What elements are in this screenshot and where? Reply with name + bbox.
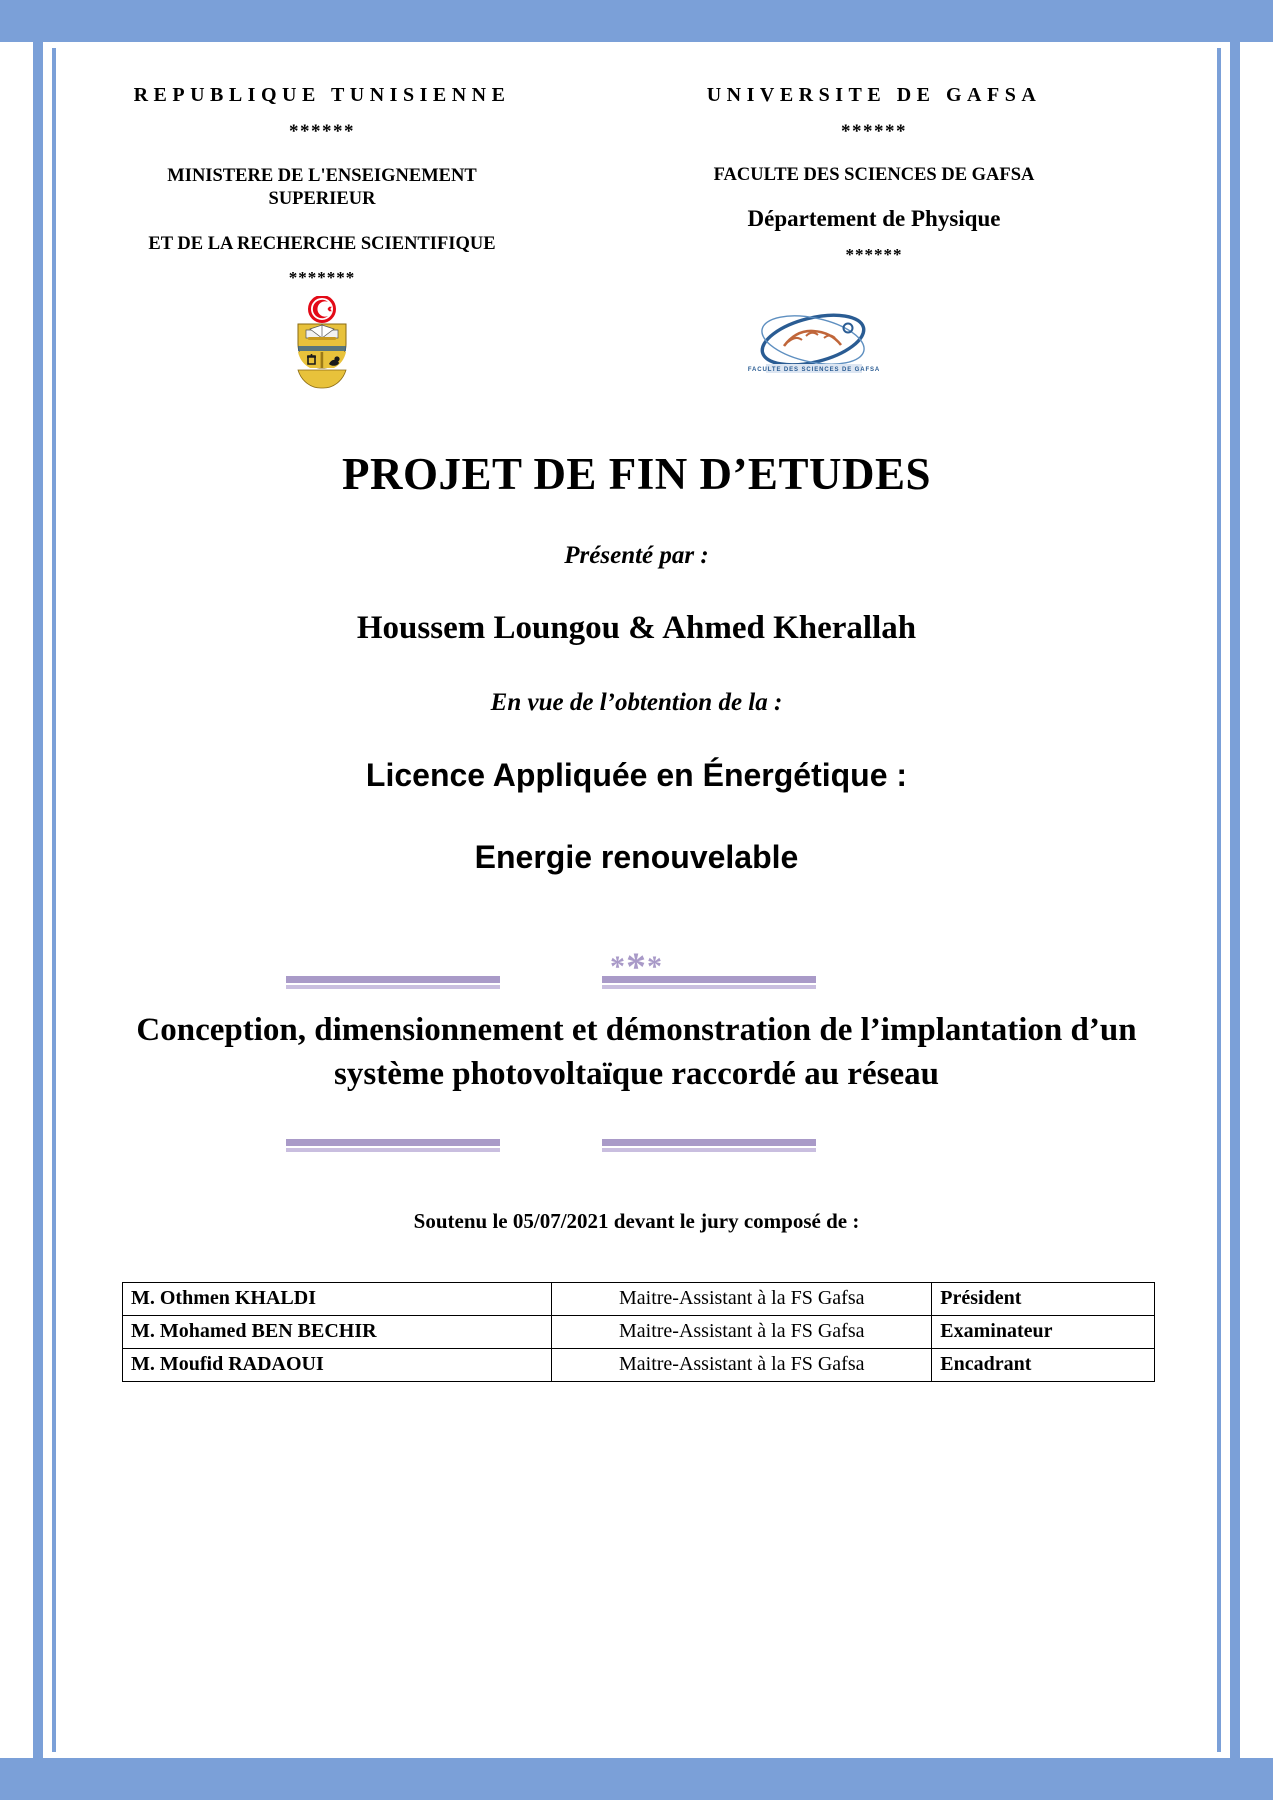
- separator-bottom: [62, 1115, 1211, 1149]
- jury-member-role: Président: [932, 1282, 1155, 1315]
- separator-top: [62, 943, 1211, 989]
- separator-rule-right-bottom: [602, 1139, 816, 1148]
- jury-table-container: [62, 1282, 1211, 1382]
- separator-rule-left-bottom: [286, 1139, 500, 1148]
- page-border-right-outer: [1230, 42, 1240, 1758]
- ministry-name-line1: MINISTERE DE L'ENSEIGNEMENT: [167, 166, 477, 186]
- jury-member-name: M. Othmen KHALDI: [123, 1282, 552, 1315]
- table-row: [123, 1348, 1155, 1381]
- in-view-of-label: En vue de l’obtention de la :: [490, 688, 783, 716]
- logo-row: [62, 288, 1211, 404]
- page-content: [62, 48, 1211, 1752]
- jury-member-rank: Maitre-Assistant à la FS Gafsa: [552, 1348, 932, 1381]
- degree-line-1: Licence Appliquée en Énergétique :: [365, 756, 908, 793]
- presented-by-label: Présenté par :: [564, 541, 709, 569]
- jury-member-role: Examinateur: [932, 1315, 1155, 1348]
- defense-statement: Soutenu le 05/07/2021 devant le jury composé de :: [413, 1208, 860, 1233]
- university-stars-top: ******: [841, 121, 907, 142]
- ministry-name-line2: SUPERIEUR: [268, 189, 376, 210]
- ministry-name: [62, 165, 582, 212]
- ministry-stars-top: ******: [289, 121, 355, 142]
- page-border-right-inner: [1217, 48, 1221, 1752]
- jury-member-name: M. Moufid RADAOUI: [123, 1348, 552, 1381]
- page-border-bottom: [0, 1758, 1273, 1800]
- svg-text:FACULTE DES SCIENCES DE GAFSA: FACULTE DES SCIENCES DE GAFSA: [747, 366, 881, 373]
- separator-asterisks: ***: [610, 943, 663, 989]
- page-border-left-inner: [52, 48, 56, 1752]
- jury-member-rank: Maitre-Assistant à la FS Gafsa: [552, 1282, 932, 1315]
- ministry-research: ET DE LA RECHERCHE SCIENTIFIQUE: [148, 233, 496, 254]
- page-border-left-outer: [33, 42, 43, 1758]
- department-name: Département de Physique: [747, 206, 1001, 231]
- jury-table: [122, 1282, 1155, 1382]
- ministry-stars-bottom: *******: [288, 267, 356, 287]
- jury-table-body: [123, 1282, 1155, 1381]
- university-name: UNIVERSITE DE GAFSA: [706, 84, 1042, 106]
- university-block: [594, 84, 1154, 288]
- tunisia-coat-of-arms-icon: [286, 296, 358, 396]
- table-row: [123, 1282, 1155, 1315]
- ministry-block: [62, 84, 582, 288]
- page-title: PROJET DE FIN D’ETUDES: [341, 448, 931, 499]
- faculty-name: FACULTE DES SCIENCES DE GAFSA: [713, 165, 1035, 185]
- degree-line-2: Energie renouvelable: [474, 838, 799, 875]
- jury-member-role: Encadrant: [932, 1348, 1155, 1381]
- page-border-top: [0, 0, 1273, 42]
- jury-member-rank: Maitre-Assistant à la FS Gafsa: [552, 1315, 932, 1348]
- university-stars-bottom: ******: [845, 245, 903, 264]
- project-subject-title: Conception, dimensionnement et démonstration de l’implantation d’un système photovoltaïque raccordé au réseau: [136, 1011, 1137, 1093]
- table-row: [123, 1315, 1155, 1348]
- institution-header: [62, 48, 1211, 288]
- faculty-of-sciences-gafsa-logo-icon: [738, 298, 888, 388]
- country-name: REPUBLIQUE TUNISIENNE: [133, 84, 511, 106]
- authors: Houssem Loungou & Ahmed Kherallah: [356, 609, 917, 646]
- jury-member-name: M. Mohamed BEN BECHIR: [123, 1315, 552, 1348]
